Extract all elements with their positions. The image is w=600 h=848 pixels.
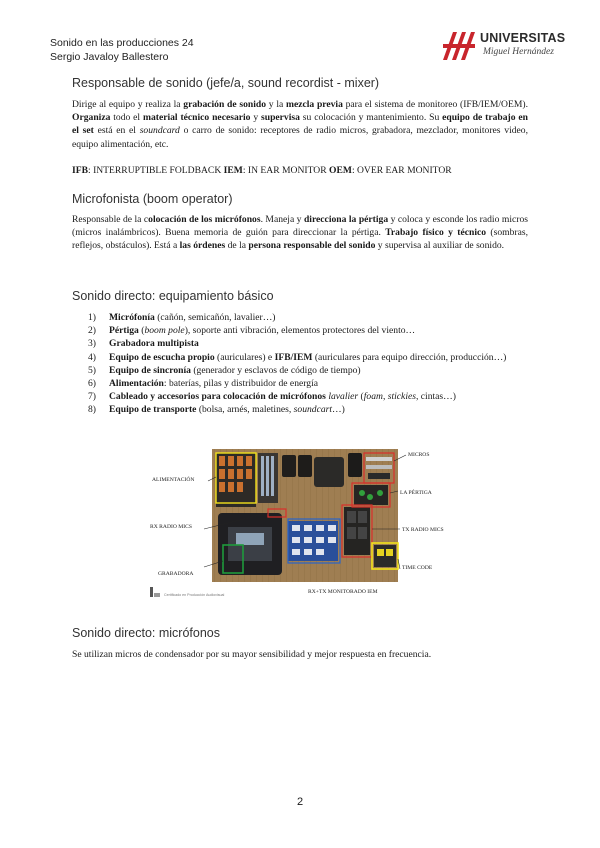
paragraph-boom-operator: Responsable de la colocación de los micrófonos. Maneja y direcciona la pértiga y coloca y esconde los radio micros (micros inalámbricos). Buena memoria de guión para direccionar la pértiga. Trabajo físico y técnico (sombras, reflejos, obstáculos). Está a las órdenes de la persona responsable del sonido y supervisa al auxiliar de sonido. [72,214,528,252]
logo-line2: Miguel Hernández [483,47,554,57]
paragraph-sound-manager: Dirige al equipo y realiza la grabación de sonido y la mezcla previa para el sistema de monitoreo (IFB/IEM/OEM). Organiza todo el material técnico necesario y supervisa su colocación y mantenimiento. Su equipo de trabajo en el set está en el soundcard o carro de sonido: receptores de radio micros, grabadora, mezclador, monitores video, equipo alimentación, etc. [72,99,529,150]
svg-text:Certificado en Producción Audi: Certificado en Producción Audiovisual [164,593,225,597]
label-grabadora: GRABADORA [158,571,194,577]
label-la-pertiga: LA PÉRTIGA [400,490,432,496]
list-item: 6) Alimentación: baterías, pilas y distribuidor de energía [88,378,318,390]
section-heading-equipment: Sonido directo: equipamiento básico [72,289,274,303]
pouch [282,455,296,477]
label-rx-tx-monitorado: RX+TX MONITORADO IEM [308,589,378,595]
figure-credit [150,587,225,597]
list-item: 7) Cableado y accesorios para colocación de micrófonos lavalier (foam, stickies, cintas…) [88,391,456,403]
label-alimentacion: ALIMENTACIÓN [152,477,195,483]
list-item: 2) Pértiga (boom pole), soporte anti vibración, elementos protectores del viento… [88,325,416,337]
label-time-code: TIME CODE [402,565,433,571]
list-item: 5) Equipo de sincronía (generador y esclavos de código de tiempo) [88,364,361,376]
umh-logo-icon [443,30,475,62]
label-rx-radio-mics: RX RADIO MICS [150,524,192,530]
label-micros: MICROS [408,452,430,458]
equipment-list [72,311,528,417]
list-item: 8) Equipo de transporte (bolsa, arnés, maletines, soundcart…) [88,404,345,416]
section-heading-boom-operator: Microfonista (boom operator) [72,192,233,206]
microphone [366,457,392,461]
page-number: 2 [296,796,304,808]
list-item: 3) Grabadora multipista [88,338,199,350]
logo-line1: UNIVERSITAS [480,31,566,45]
list-item: 1) Micrófonía (cañón, semicañón, lavalier…) [88,312,276,323]
section-heading-sound-manager: Responsable de sonido (jefe/a, sound recordist - mixer) [72,76,380,90]
section-heading-microphones: Sonido directo: micrófonos [72,626,220,640]
label-tx-radio-mics: TX RADIO MICS [402,527,444,533]
running-header [50,36,194,64]
paragraph-acronyms: IFB: INTERRUPTIBLE FOLDBACK IEM: IN EAR MONITOR OEM: OVER EAR MONITOR [72,165,452,176]
university-logo [443,30,566,70]
list-item: 4) Equipo de escucha propio (auriculares) e IFB/IEM (auriculares para equipo dirección, producción…) [88,351,507,363]
header-author: Sergio Javaloy Ballestero [50,51,169,63]
paragraph-microphones: Se utilizan micros de condensador por su mayor sensibilidad y mejor respuesta en frecuencia. [72,649,432,660]
header-title: Sonido en las producciones 24 [50,37,194,49]
equipment-photo-figure [148,447,454,605]
